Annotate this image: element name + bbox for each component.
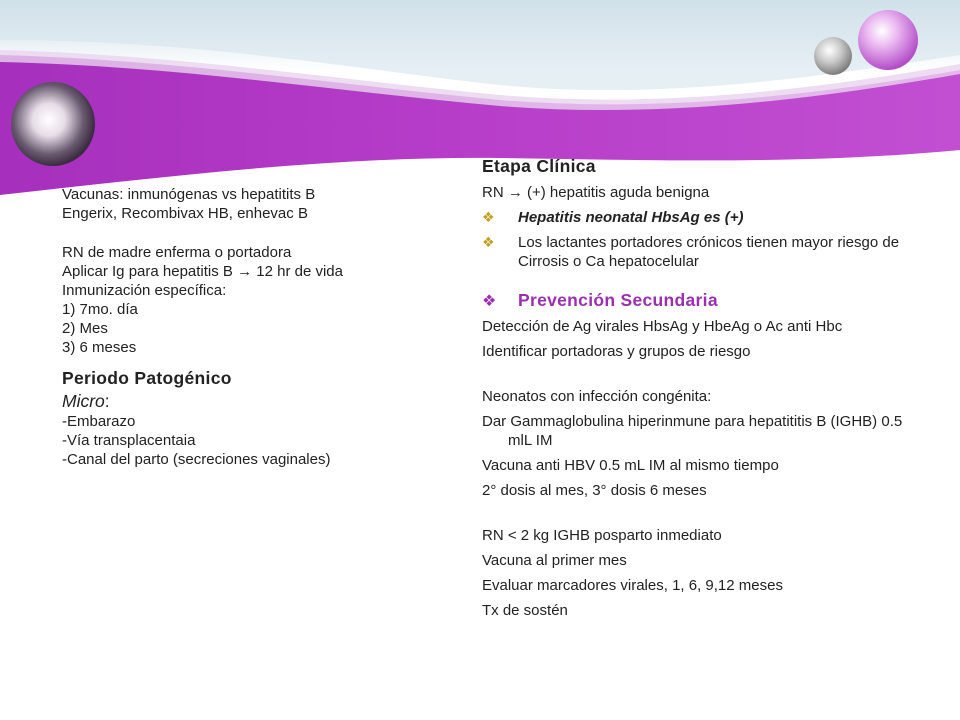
bullet-text: Los lactantes portadores crónicos tienen mayor riesgo de Cirrosis o Ca hepatocelular — [518, 234, 900, 270]
micro-colon: : — [104, 391, 110, 411]
diamond-bullet-icon: ❖ — [482, 293, 497, 310]
gammaglobulin-line: Dar Gammaglobulina hiperinmune para hepatititis B (IGHB) 0.5 mlL IM — [482, 413, 903, 449]
secondary-prevention-heading: Prevención Secundaria — [518, 290, 718, 310]
pathogenic-heading: Periodo Patogénico — [62, 368, 232, 388]
bullet-text: Hepatitis neonatal HbsAg es (+) — [518, 209, 744, 226]
markers-line: Evaluar marcadores virales, 1, 6, 9,12 meses — [482, 577, 783, 594]
micro-line — [62, 392, 442, 412]
rn-line: RN de madre enferma o portadora — [62, 244, 292, 261]
rn-benign-line: RN → (+) hepatitis aguda benigna — [482, 184, 710, 201]
neonates-line: Neonatos con infección congénita: — [482, 388, 712, 405]
route-3: -Canal del parto (secreciones vaginales) — [62, 451, 331, 468]
micro-label: Micro — [62, 391, 105, 411]
section-bullet — [482, 291, 922, 311]
vaccine-line-1: Vacunas: inmunógenas vs hepatitits B — [62, 186, 316, 203]
identify-line: Identificar portadoras y grupos de riesgo — [482, 343, 751, 360]
left-column — [62, 185, 442, 469]
bullet-item — [482, 208, 922, 227]
right-column — [482, 157, 922, 626]
bullet-item — [482, 233, 922, 271]
dose-2: 2) Mes — [62, 320, 108, 337]
immunization-line: Inmunización específica: — [62, 282, 227, 299]
vaccine-same-time-line: Vacuna anti HBV 0.5 mL IM al mismo tiempo — [482, 457, 779, 474]
clinical-stage-title: Etapa Clínica — [482, 156, 596, 176]
doses-line: 2° dosis al mes, 3° dosis 6 meses — [482, 482, 707, 499]
low-weight-line: RN < 2 kg IGHB posparto inmediato — [482, 527, 722, 544]
dose-1: 1) 7mo. día — [62, 301, 138, 318]
route-1: -Embarazo — [62, 413, 136, 430]
ig-line: Aplicar Ig para hepatitis B → 12 hr de vida — [62, 263, 343, 280]
first-month-line: Vacuna al primer mes — [482, 552, 627, 569]
support-line: Tx de sostén — [482, 602, 568, 619]
diamond-bullet-icon: ❖ — [482, 209, 495, 225]
diamond-bullet-icon: ❖ — [482, 234, 495, 250]
vaccine-line-2: Engerix, Recombivax HB, enhevac B — [62, 205, 308, 222]
route-2: -Vía transplacentaia — [62, 432, 196, 449]
detection-line: Detección de Ag virales HbsAg y HbeAg o Ac anti Hbc — [482, 318, 843, 335]
dose-3: 3) 6 meses — [62, 339, 137, 356]
